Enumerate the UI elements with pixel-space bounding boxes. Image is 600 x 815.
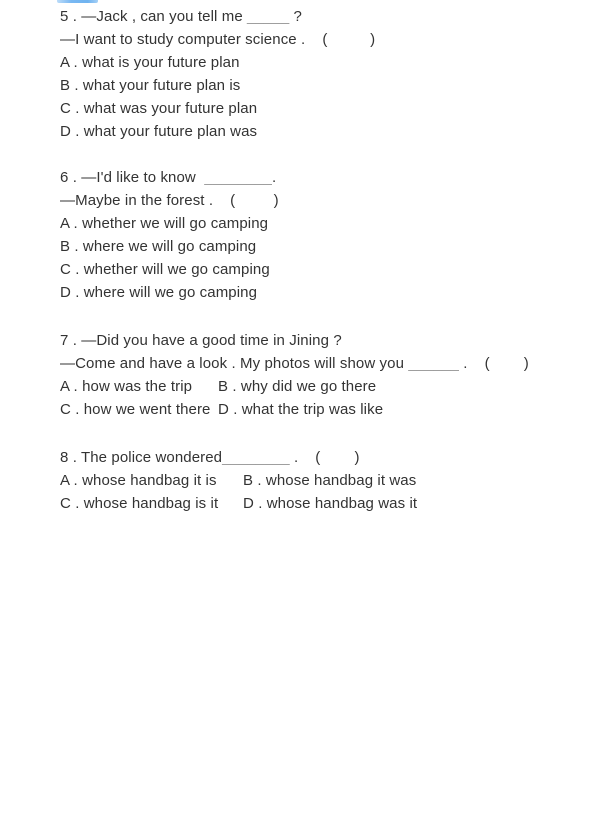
question-7-option-d: D . what the trip was like [218, 401, 384, 418]
question-5-stem-line-1 [60, 5, 590, 28]
question-7-stem-line-1 [60, 329, 590, 352]
stem-text: —Come and have a look . My photos will show you [60, 355, 409, 372]
stem-text: 8 . The police wondered [60, 449, 223, 466]
question-spacer [60, 143, 590, 166]
question-8-stem-line-1 [60, 446, 590, 469]
stem-text: 6 . —I'd like to know [60, 169, 205, 186]
question-6-option-a: A . whether we will go camping [60, 215, 269, 232]
stem-text: —Maybe in the forest . ( ) [60, 192, 279, 209]
question-7-option-b: B . why did we go there [218, 378, 377, 395]
stem-text: 7 . —Did you have a good time in Jining ? [60, 332, 342, 349]
answer-blank: ______ [408, 355, 459, 372]
question-6-option-d: D . where will we go camping [60, 284, 258, 301]
question-6-option-c: C . whether will we go camping [60, 261, 270, 278]
answer-blank: ________ [222, 449, 290, 466]
stem-text: . ( ) [458, 355, 529, 372]
answer-blank: ________ [204, 169, 272, 186]
question-5 [60, 5, 590, 143]
question-spacer [60, 304, 590, 329]
question-8-option-c: C . whose handbag is it [60, 495, 219, 512]
question-8-option-row-2 [60, 492, 590, 515]
stem-text: 5 . —Jack , can you tell me [60, 8, 248, 25]
question-list [60, 5, 590, 515]
question-7-stem-line-2 [60, 352, 590, 375]
question-7-option-c: C . how we went there [60, 401, 211, 418]
clipped-highlight-fragment [57, 0, 98, 3]
question-6-stem-line-1 [60, 166, 590, 189]
stem-text: ? [289, 8, 302, 25]
question-8-option-a: A . whose handbag it is [60, 472, 217, 489]
question-8-option-b: B . whose handbag it was [243, 472, 417, 489]
question-5-option-c: C . what was your future plan [60, 100, 258, 117]
question-6-stem-line-2 [60, 189, 590, 212]
question-8-option-d: D . whose handbag was it [243, 495, 418, 512]
question-5-option-a: A . what is your future plan [60, 54, 240, 71]
question-5-stem-line-2 [60, 28, 590, 51]
question-7-option-row-2 [60, 398, 590, 421]
stem-text: . ( ) [289, 449, 360, 466]
question-8-option-row-1 [60, 469, 590, 492]
question-5-option-b: B . what your future plan is [60, 77, 241, 94]
question-spacer [60, 421, 590, 446]
question-7 [60, 329, 590, 421]
question-7-option-a: A . how was the trip [60, 378, 193, 395]
stem-text: —I want to study computer science . ( ) [60, 31, 376, 48]
question-5-option-d: D . what your future plan was [60, 123, 258, 140]
question-6-option-b: B . where we will go camping [60, 238, 257, 255]
answer-blank: _____ [247, 8, 290, 25]
question-8 [60, 446, 590, 515]
stem-text: . [271, 169, 277, 186]
question-6 [60, 166, 590, 304]
question-7-option-row-1 [60, 375, 590, 398]
